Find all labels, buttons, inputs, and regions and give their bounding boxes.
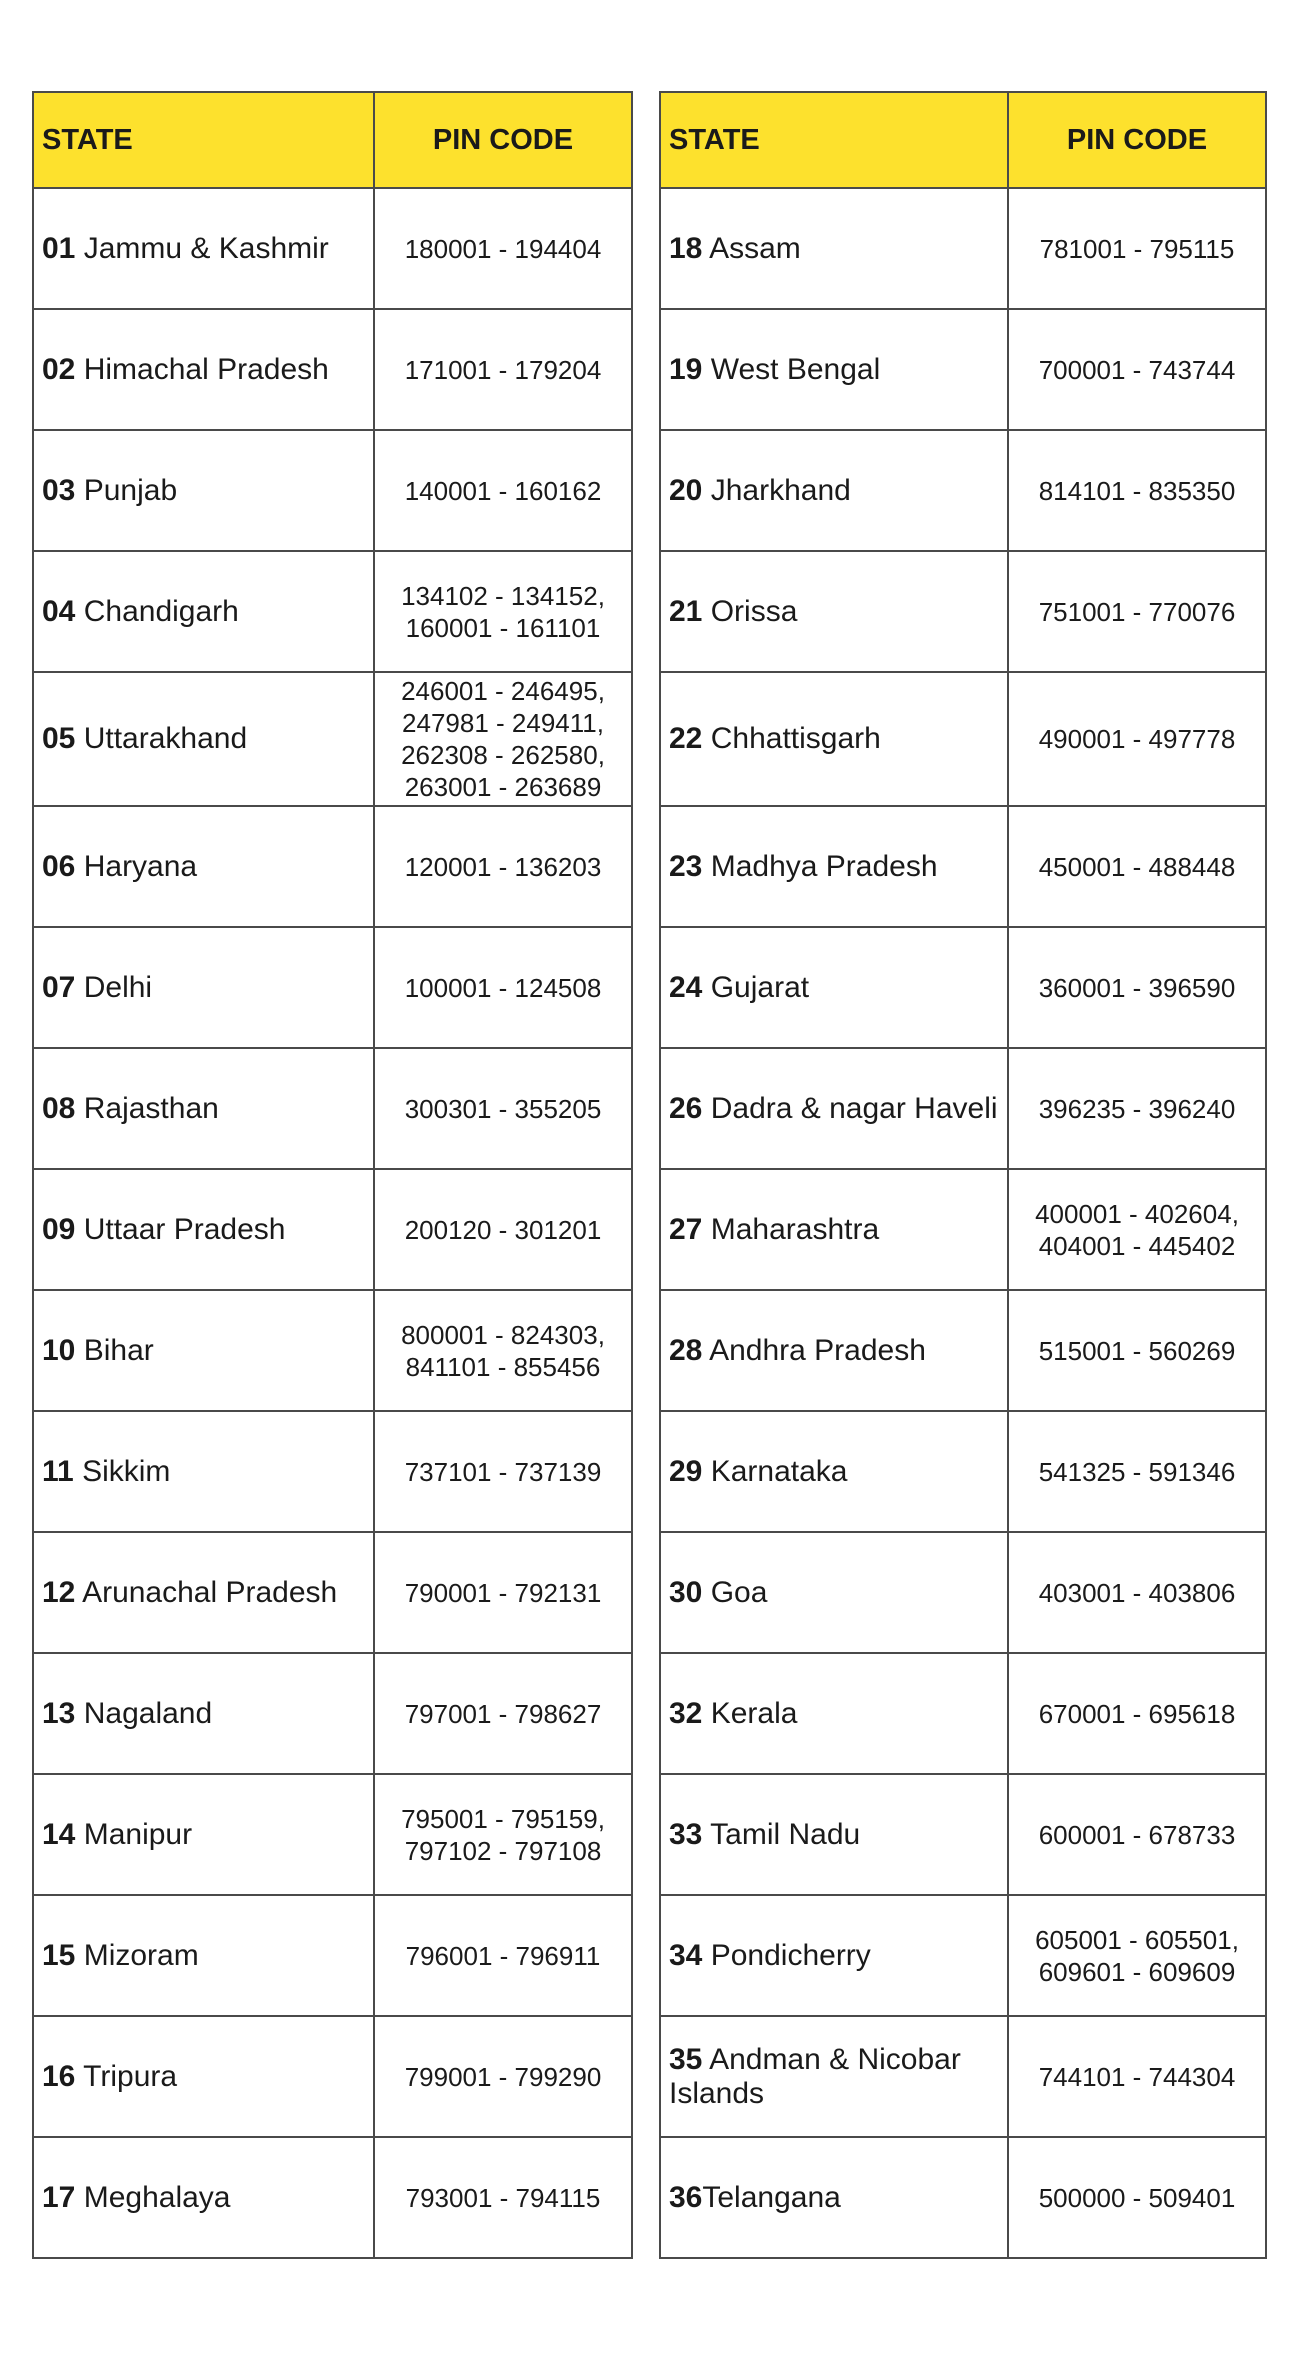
state-name: Arunachal Pradesh [82,1575,338,1609]
pin-code-range: 403001 - 403806 [1038,1577,1236,1608]
state-cell [33,551,374,672]
pin-code-range: 797102 - 797108 [404,1835,602,1866]
state-number: 18 [669,231,703,265]
pin-code-cell [374,806,632,927]
pin-code-range: 670001 - 695618 [1038,1698,1236,1729]
state-name: Maharashtra [710,1212,880,1246]
table-row [33,430,632,551]
state-name: Madhya Pradesh [710,849,938,883]
pin-code-cell [374,1653,632,1774]
pin-code-range: 247981 - 249411, [402,708,604,738]
state-number: 07 [42,970,76,1004]
state-cell [660,1169,1008,1290]
pin-code-range: 799001 - 799290 [404,2061,602,2092]
state-name: Jharkhand [710,473,851,507]
state-number: 09 [42,1212,76,1246]
state-name: Uttarakhand [83,722,248,755]
pin-code-cell [1008,1290,1266,1411]
pin-code-cell [374,1895,632,2016]
pin-code-cell [1008,1774,1266,1895]
pin-code-range: 120001 - 136203 [404,851,602,882]
pin-code-range: 100001 - 124508 [404,972,602,1003]
state-number: 32 [669,1696,703,1730]
pin-code-range: 515001 - 560269 [1038,1335,1236,1366]
pin-code-cell [1008,1411,1266,1532]
pin-code-range: 737101 - 737139 [404,1456,602,1487]
pin-code-cell [374,2016,632,2137]
pin-code-cell [374,309,632,430]
state-number: 19 [669,352,703,386]
state-cell [33,1411,374,1532]
pin-code-range: 400001 - 402604, [1035,1198,1239,1229]
state-name: Mizoram [83,1938,199,1972]
table-row [33,1532,632,1653]
table-row [660,672,1266,806]
state-name: Bihar [83,1333,154,1367]
pin-code-range: 600001 - 678733 [1038,1819,1236,1850]
state-number: 20 [669,473,703,507]
state-cell [33,1290,374,1411]
table-row [660,1774,1266,1895]
state-cell [660,927,1008,1048]
table-row [660,1411,1266,1532]
pin-code-range: 500000 - 509401 [1038,2182,1236,2213]
table-body [660,188,1266,2258]
state-cell [660,2016,1008,2137]
pin-code-cell [1008,2016,1266,2137]
state-name: Uttaar Pradesh [83,1212,286,1246]
state-number: 11 [42,1454,74,1488]
state-number: 05 [42,722,76,755]
state-name: Chhattisgarh [710,722,881,755]
table-row [660,188,1266,309]
table-row [660,309,1266,430]
pin-code-cell [374,927,632,1048]
pin-code-range: 700001 - 743744 [1038,354,1236,385]
pin-code-range: 796001 - 796911 [405,1940,601,1971]
state-number: 10 [42,1333,76,1367]
state-number: 36 [669,2180,703,2214]
state-number: 35 [669,2042,703,2076]
state-number: 16 [42,2059,76,2093]
pin-code-table-left [32,91,633,2259]
state-name: Tamil Nadu [710,1817,861,1851]
pin-code-range: 300301 - 355205 [404,1093,602,1124]
pin-code-range: 790001 - 792131 [404,1577,602,1608]
pin-code-cell [1008,551,1266,672]
pin-code-cell [374,1411,632,1532]
pin-code-range: 262308 - 262580, [401,740,605,770]
pin-code-cell [1008,2137,1266,2258]
state-name: Tripura [83,2059,178,2093]
pin-code-cell [1008,672,1266,806]
state-cell [660,1774,1008,1895]
pin-code-range: 744101 - 744304 [1038,2061,1236,2092]
state-number: 06 [42,849,76,883]
pin-code-cell [374,1048,632,1169]
pin-code-range: 541325 - 591346 [1038,1456,1236,1487]
pin-code-range: 781001 - 795115 [1039,233,1235,264]
pin-code-cell [374,1774,632,1895]
state-name: Nagaland [83,1696,213,1730]
state-cell [660,551,1008,672]
state-cell [33,1895,374,2016]
table-row [660,1169,1266,1290]
state-cell [660,1048,1008,1169]
state-column-header: STATE [660,92,1008,188]
table-row [33,551,632,672]
state-name: West Bengal [710,352,881,386]
state-cell [33,1532,374,1653]
state-number: 02 [42,352,76,386]
state-name: Rajasthan [83,1091,219,1125]
state-number: 26 [669,1091,703,1125]
table-row [33,1290,632,1411]
state-number: 13 [42,1696,76,1730]
state-name: Jammu & Kashmir [83,231,329,265]
state-number: 22 [669,722,703,755]
table-row [33,806,632,927]
state-cell [33,1653,374,1774]
state-name: Kerala [710,1696,798,1730]
pin-code-cell [1008,188,1266,309]
state-name: Andman & Nicobar Islands [669,2042,961,2110]
pin-code-cell [1008,1653,1266,1774]
state-cell [660,1411,1008,1532]
pin-code-cell [374,430,632,551]
state-cell [660,1290,1008,1411]
state-number: 28 [669,1333,703,1367]
table-row [660,430,1266,551]
pin-code-cell [1008,806,1266,927]
state-name: Meghalaya [83,2180,231,2214]
state-cell [660,1895,1008,2016]
pin-code-range: 171001 - 179204 [404,354,602,385]
state-name: Chandigarh [83,594,239,628]
state-number: 33 [669,1817,703,1851]
state-cell [33,806,374,927]
state-name: Telangana [702,2180,841,2214]
table-row [33,672,632,806]
state-name: Dadra & nagar Haveli [710,1091,998,1125]
pin-code-cell [1008,1169,1266,1290]
pin-code-range: 800001 - 824303, [401,1319,605,1350]
state-cell [660,806,1008,927]
state-number: 12 [42,1575,76,1609]
table-row [660,2016,1266,2137]
state-cell [660,672,1008,806]
state-cell [660,188,1008,309]
table-row [33,188,632,309]
pin-code-cell [374,1532,632,1653]
state-number: 21 [669,594,703,628]
pin-code-range: 360001 - 396590 [1038,972,1236,1003]
pin-code-cell [1008,309,1266,430]
state-number: 04 [42,594,76,628]
state-number: 30 [669,1575,703,1609]
state-cell [660,1653,1008,1774]
pin-code-range: 134102 - 134152, [401,580,605,611]
pin-code-cell [1008,1048,1266,1169]
table-row [33,1774,632,1895]
pin-code-range: 246001 - 246495, [401,676,605,706]
pin-code-cell [374,1169,632,1290]
table-row [660,2137,1266,2258]
pin-code-range: 263001 - 263689 [404,772,602,802]
pin-code-range: 180001 - 194404 [404,233,602,264]
pin-code-range: 200120 - 301201 [404,1214,602,1245]
table-row [33,2137,632,2258]
pin-code-range: 841101 - 855456 [405,1351,601,1382]
table-row [660,1532,1266,1653]
state-number: 27 [669,1212,703,1246]
table-row [660,1653,1266,1774]
pin-code-cell [1008,1895,1266,2016]
pin-code-range: 490001 - 497778 [1038,724,1236,754]
state-number: 08 [42,1091,76,1125]
pin-code-range: 609601 - 609609 [1038,1956,1236,1987]
state-name: Manipur [83,1817,193,1851]
table-row [33,1411,632,1532]
state-cell [660,430,1008,551]
state-number: 34 [669,1938,703,1972]
state-number: 14 [42,1817,76,1851]
table-row [660,806,1266,927]
table-row [660,1048,1266,1169]
state-name: Assam [709,231,801,265]
state-cell [33,672,374,806]
state-name: Haryana [83,849,198,883]
state-cell [33,430,374,551]
state-number: 15 [42,1938,76,1972]
pin-code-range: 793001 - 794115 [405,2182,601,2213]
state-number: 17 [42,2180,76,2214]
state-number: 01 [42,231,76,265]
state-cell [660,309,1008,430]
pin-code-cell [374,2137,632,2258]
table-row [33,2016,632,2137]
pin-code-range: 140001 - 160162 [404,475,602,506]
state-number: 29 [669,1454,703,1488]
pin-code-range: 450001 - 488448 [1038,851,1236,882]
state-cell [33,309,374,430]
state-name: Karnataka [710,1454,848,1488]
state-number: 23 [669,849,703,883]
pin-code-range: 814101 - 835350 [1038,475,1236,506]
table-row [660,1290,1266,1411]
pin-code-cell [1008,1532,1266,1653]
table-header-row [33,92,632,188]
pin-code-range: 404001 - 445402 [1038,1230,1236,1261]
table-row [33,1048,632,1169]
pin-code-range: 605001 - 605501, [1035,1924,1239,1955]
state-name: Sikkim [82,1454,171,1488]
pin-code-range: 751001 - 770076 [1038,596,1236,627]
pin-code-table-right [659,91,1267,2259]
table-row [660,551,1266,672]
table-row [33,1169,632,1290]
table-row [660,1895,1266,2016]
state-cell [33,2016,374,2137]
pin-code-range: 795001 - 795159, [401,1803,605,1834]
table-row [33,927,632,1048]
state-name: Andhra Pradesh [709,1333,926,1367]
state-name: Delhi [83,970,153,1004]
state-cell [33,1774,374,1895]
pin-code-range: 797001 - 798627 [404,1698,602,1729]
table-row [33,309,632,430]
table-row [660,927,1266,1048]
pin-code-cell [374,188,632,309]
table-body [33,188,632,2258]
state-name: Punjab [83,473,178,507]
pin-code-cell [374,551,632,672]
table-row [33,1895,632,2016]
pin-code-column-header: PIN CODE [1008,92,1266,188]
state-name: Pondicherry [710,1938,871,1972]
state-cell [33,188,374,309]
state-cell [33,1169,374,1290]
pin-code-cell [1008,927,1266,1048]
pin-code-cell [1008,430,1266,551]
state-name: Orissa [710,594,798,628]
state-cell [33,1048,374,1169]
pin-code-cell [374,672,632,806]
pin-code-column-header: PIN CODE [374,92,632,188]
state-column-header: STATE [33,92,374,188]
state-cell [33,927,374,1048]
state-cell [660,2137,1008,2258]
state-cell [660,1532,1008,1653]
state-number: 03 [42,473,76,507]
table-row [33,1653,632,1774]
state-name: Himachal Pradesh [83,352,329,386]
table-header-row [660,92,1266,188]
state-name: Goa [710,1575,768,1609]
pin-code-cell [374,1290,632,1411]
state-cell [33,2137,374,2258]
state-name: Gujarat [710,970,810,1004]
pin-code-range: 396235 - 396240 [1038,1093,1236,1124]
pin-code-range: 160001 - 161101 [405,612,601,643]
state-number: 24 [669,970,703,1004]
